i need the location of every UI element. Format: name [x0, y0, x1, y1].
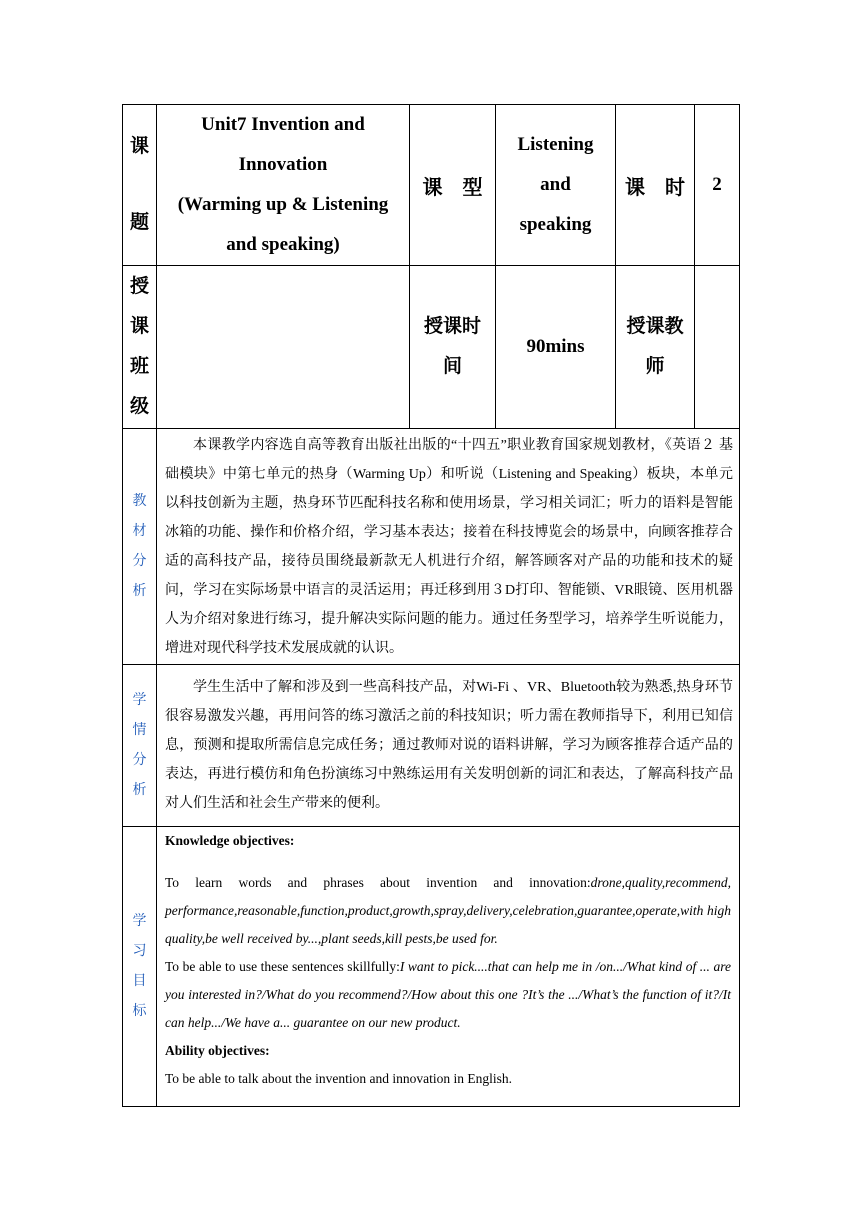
class-label: 授 课 班 级	[123, 266, 157, 429]
ability-text: To be able to talk about the invention and innovation in English.	[165, 1071, 512, 1086]
teacher-value	[695, 266, 740, 429]
student-analysis-label: 学 情 分 析	[123, 665, 157, 827]
topic-label: 课 题	[123, 105, 157, 266]
teaching-time-value: 90mins	[496, 266, 616, 429]
sentences-list: I want to pick....that can help me in /on.../What kind of ... are you interested in?/What do you recommend?/How about this one ?It’s the .../What’s the function of it?/It can help.../We have a... guarantee on our new product.	[165, 959, 732, 1030]
ability-heading: Ability objectives:	[165, 1043, 270, 1058]
class-value	[157, 266, 410, 429]
lesson-plan-table	[122, 104, 740, 1107]
textbook-analysis-label: 教 材 分 析	[123, 429, 157, 665]
lesson-hours-label: 课 时	[616, 105, 695, 266]
student-analysis-row	[123, 665, 740, 827]
class-row	[123, 266, 740, 429]
objectives-content	[157, 827, 739, 1093]
textbook-analysis-row	[123, 429, 740, 665]
lesson-type-value: Listening and speaking	[496, 105, 616, 266]
lesson-hours-value: 2	[695, 105, 740, 266]
knowledge-heading: Knowledge objectives:	[165, 833, 295, 848]
learning-objectives-label: 学 习 目 标	[123, 827, 157, 1107]
words-list: drone,quality,recommend, performance,reasonable,function,product,growth,spray,delivery,celebration,guarantee,operate,with high quality,be well received by...,plant seeds,kill pests,be used for.	[165, 875, 731, 946]
lesson-type-label: 课 型	[410, 105, 496, 266]
learning-objectives-row	[123, 827, 740, 1107]
words-intro: To learn words and phrases about invention and innovation:	[165, 875, 591, 890]
topic-title: Unit7 Invention and Innovation (Warming up & Listening and speaking)	[157, 105, 410, 266]
teacher-label: 授课教 师	[616, 266, 695, 429]
topic-row	[123, 105, 740, 266]
teaching-time-label: 授课时 间	[410, 266, 496, 429]
textbook-analysis-text: 本课教学内容选自高等教育出版社出版的“十四五”职业教育国家规划教材，《英语２ 基础模块》中第七单元的热身（Warming Up）和听说（Listening and Speaking）板块，本单元以科技创新为主题，热身环节匹配科技名称和使用场景，学习相关词汇；听力的语料是智能冰箱的功能、操作和价格介绍，学习基本表达；接着在科技博览会的场景中，向顾客推荐合适的高科技产品，接待员围绕最新款无人机进行介绍，解答顾客对产品的功能和技术的疑问，学习在实际场景中语言的灵活运用；再迁移到用３D打印、智能锁、VR眼镜、医用机器人为介绍对象进行练习，提升解决实际问题的能力。通过任务型学习，培养学生听说能力，增进对现代科学技术发展成就的认识。	[165, 437, 733, 656]
student-analysis-text: 学生生活中了解和涉及到一些高科技产品，对Wi-Fi 、VR、Bluetooth较为熟悉,热身环节很容易激发兴趣，再用问答的练习激活之前的科技知识；听力需在教师指导下，利用已知信息，预测和提取所需信息完成任务；通过教师对说的语料讲解，学习为顾客推荐合适产品的表达，再进行模仿和角色扮演练习中熟练运用有关发明创新的词汇和表达，了解高科技产品对人们生活和社会生产带来的便利。	[165, 680, 733, 811]
sentences-intro: To be able to use these sentences skillfully:	[165, 959, 400, 974]
